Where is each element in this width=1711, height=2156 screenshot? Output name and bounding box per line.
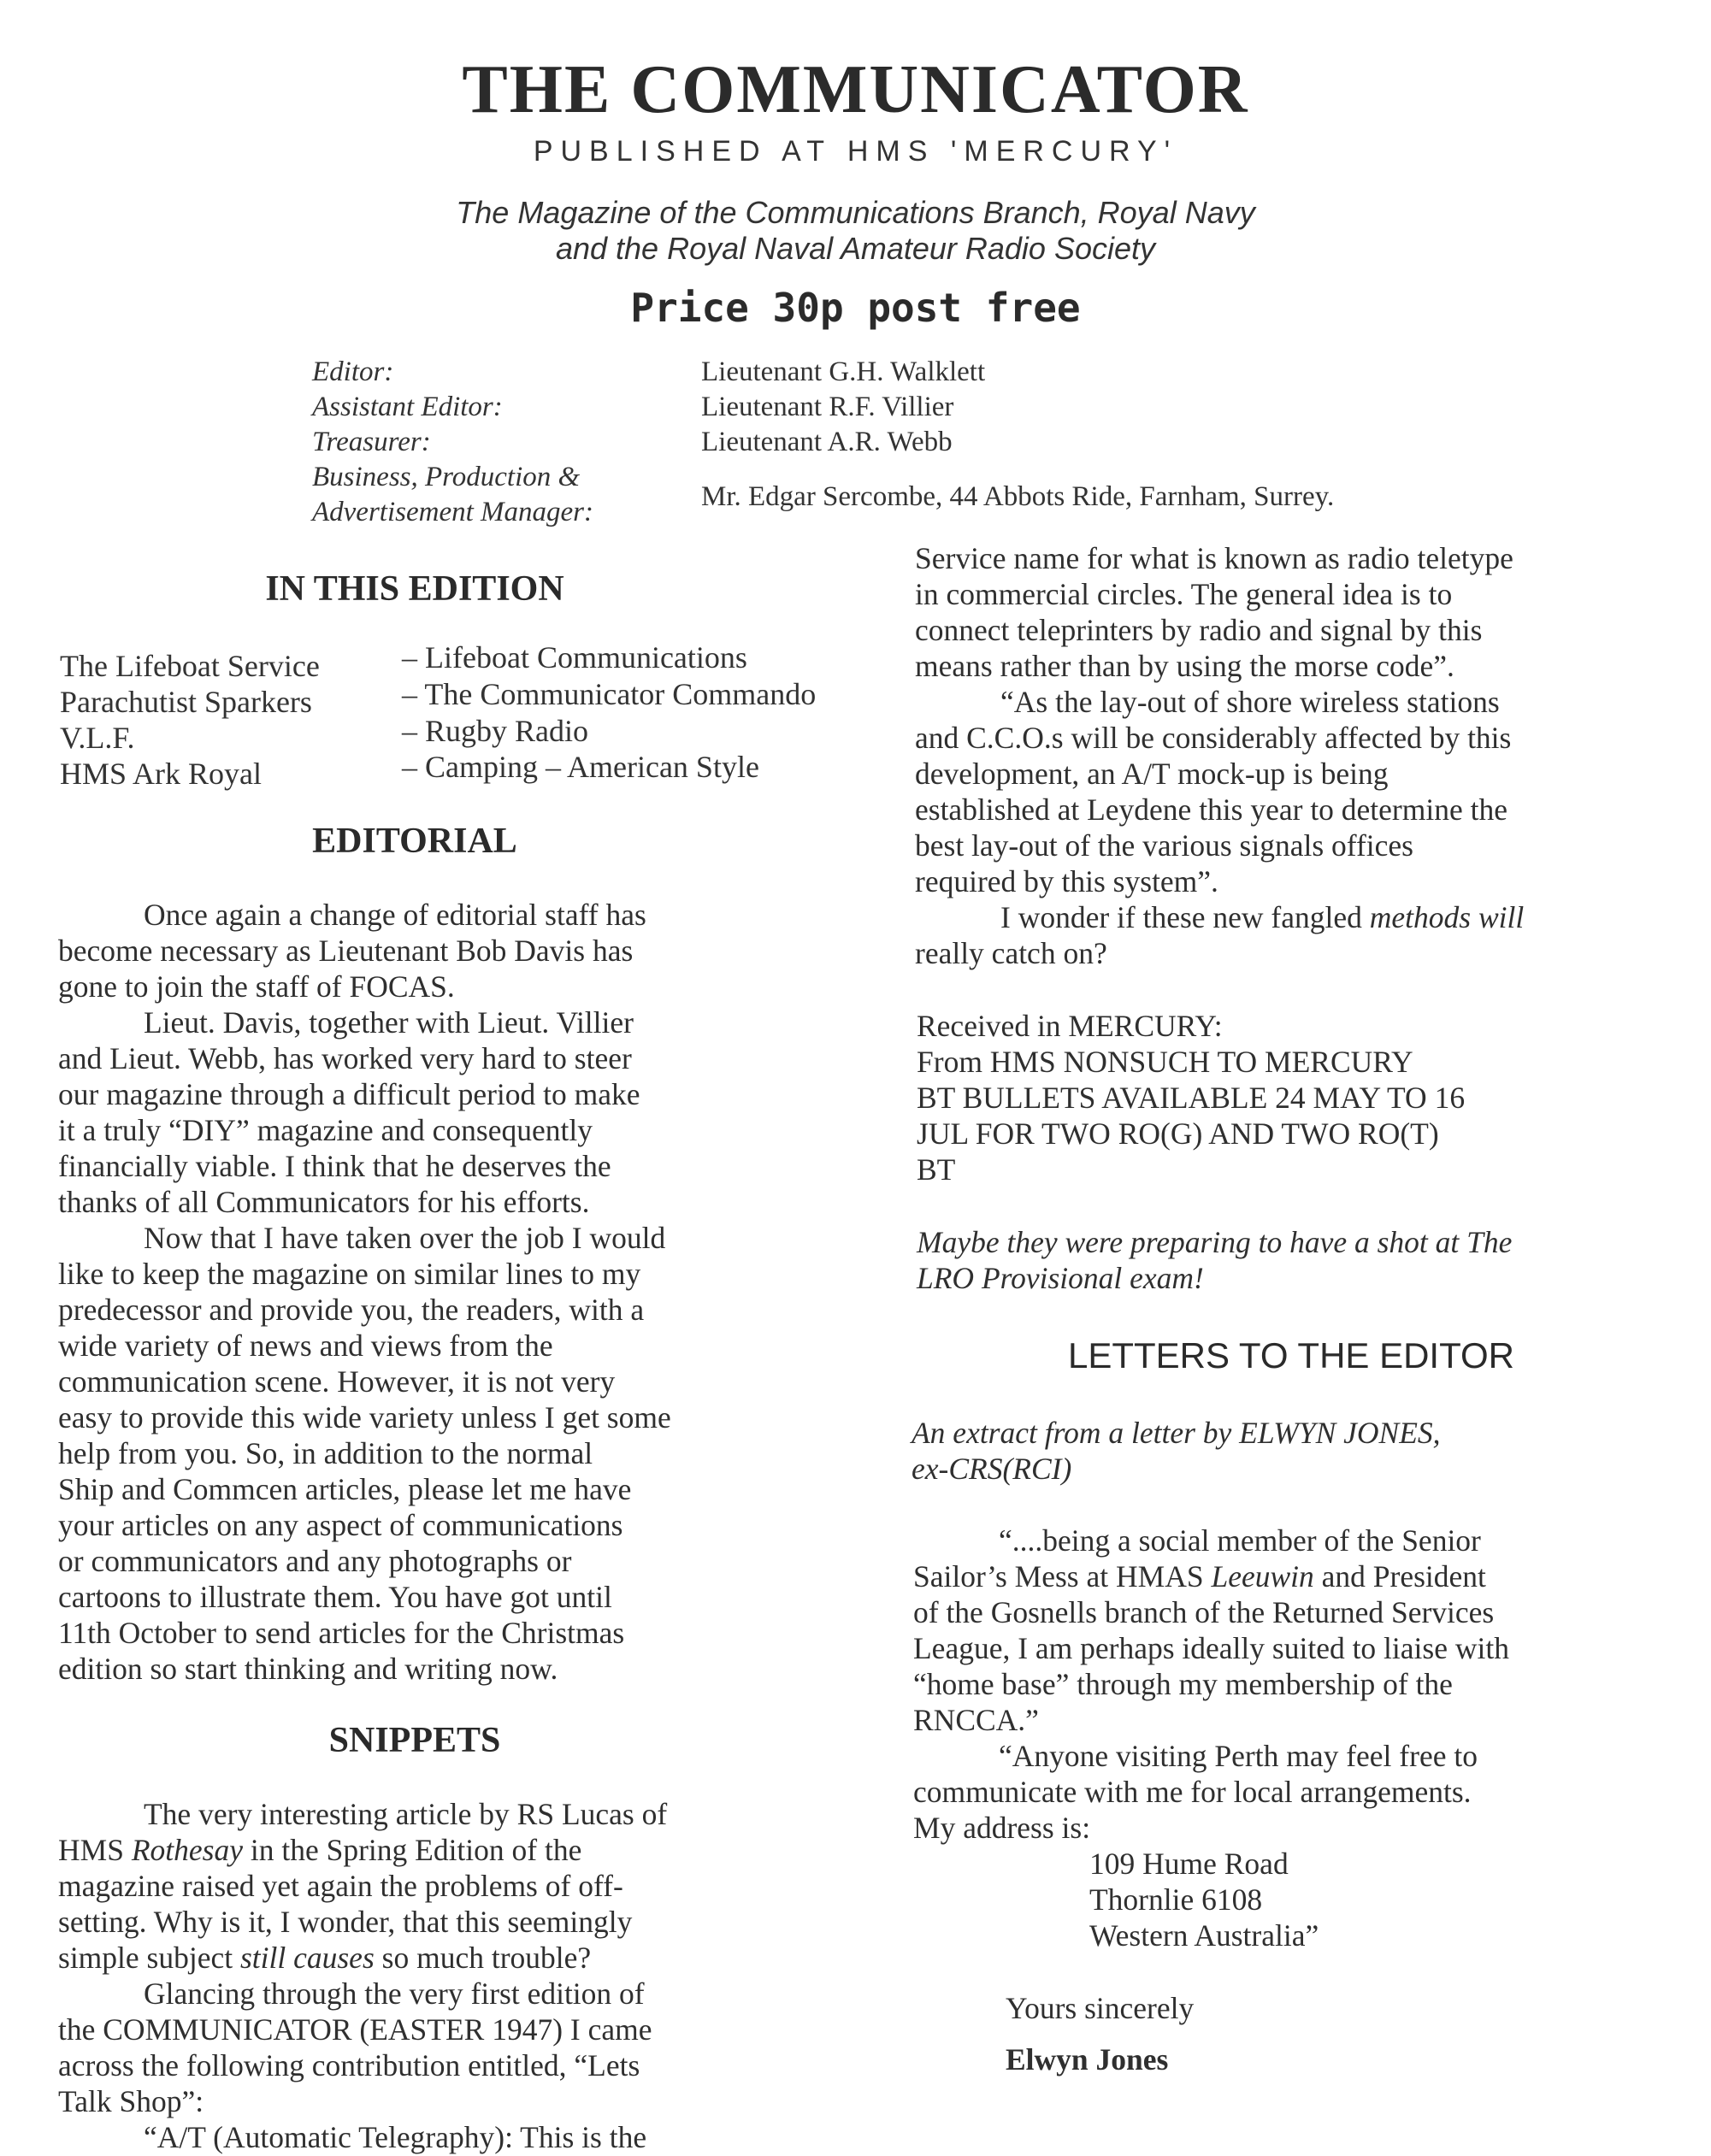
text-line: Service name for what is known as radio teletype [915,541,1513,575]
text-line: the COMMUNICATOR (EASTER 1947) I came [58,2012,652,2047]
text-line: JUL FOR TWO RO(G) AND TWO RO(T) [917,1116,1439,1151]
text-line: RNCCA.” [913,1703,1039,1737]
text-line: established at Leydene this year to determine the [915,792,1507,827]
text-line: connect teleprinters by radio and signal by this [915,613,1483,647]
text-line: become necessary as Lieutenant Bob Davis has [58,934,634,968]
text-line: Received in MERCURY: [917,1009,1223,1043]
text-line: setting. Why is it, I wonder, that this seemingly [58,1905,633,1939]
contents-item-feature: Parachutist Sparkers [60,685,312,719]
staff-name: Mr. Edgar Sercombe, 44 Abbots Ride, Farnham, Surrey. [701,481,1335,512]
staff-role: Assistant Editor: [312,392,503,422]
text-line: LRO Provisional exam! [917,1261,1204,1295]
text-line: edition so start thinking and writing now. [58,1652,558,1686]
text-line: wide variety of news and views from the [58,1328,553,1363]
text-line: “Anyone visiting Perth may feel free to [999,1739,1478,1773]
text-line: really catch on? [915,936,1107,970]
text-line: like to keep the magazine on similar lines to my [58,1257,641,1291]
contents-item-feature: HMS Ark Royal [60,757,263,791]
letter-signature: Elwyn Jones [1006,2042,1169,2076]
magazine-subtitle-line-2: and the Royal Naval Amateur Radio Society [555,231,1156,266]
text-line: Maybe they were preparing to have a shot at The [917,1225,1513,1259]
text-line: magazine raised yet again the problems of off- [58,1869,623,1903]
text-line: predecessor and provide you, the readers, with a [58,1293,645,1327]
text-line: our magazine through a difficult period to make [58,1077,640,1111]
text-line: “....being a social member of the Senior [999,1523,1481,1558]
text-line: communicate with me for local arrangements. [913,1775,1472,1809]
price: Price 30p post free [630,285,1081,331]
snippets-heading: SNIPPETS [328,1721,501,1760]
contents-item-feature: V.L.F. [60,721,135,755]
text-line: Talk Shop”: [58,2084,204,2118]
text-line: I wonder if these new fangled methods will [1000,900,1525,934]
text-line: Once again a change of editorial staff has [144,898,646,932]
text-line: “home base” through my membership of the [913,1667,1453,1701]
emphasis: methods will [1369,900,1525,934]
contents-item-topic: – Lifeboat Communications [402,640,747,674]
ship-name: Leeuwin [1211,1559,1314,1593]
text-line: League, I am perhaps ideally suited to liaise with [913,1631,1509,1665]
text-line: BT [917,1152,956,1187]
text-line: Sailor’s Mess at HMAS Leeuwin and President [913,1559,1486,1593]
ship-name: Rothesay [131,1833,243,1867]
letter-closing: Yours sincerely [1006,1991,1195,2025]
magazine-title: THE COMMUNICATOR [462,52,1249,127]
text-line: best lay-out of the various signals offices [915,828,1413,863]
text-line: Glancing through the very first edition of [144,1976,645,2011]
published-at-line: PUBLISHED AT HMS 'MERCURY' [533,135,1178,168]
address-line: 109 Hume Road [1089,1847,1289,1881]
staff-role: Treasurer: [312,427,431,457]
emphasis: still causes [239,1941,375,1975]
text-line: cartoons to illustrate them. You have got until [58,1580,612,1614]
contents-item-topic: – Rugby Radio [402,714,589,748]
text-line: The very interesting article by RS Lucas of [144,1797,668,1831]
staff-name: Lieutenant G.H. Walklett [701,356,986,387]
text-line: it a truly “DIY” magazine and consequently [58,1113,593,1147]
text-line: 11th October to send articles for the Christmas [58,1616,625,1650]
contents-item-feature: The Lifeboat Service [60,649,320,683]
text-line: Now that I have taken over the job I would [144,1221,666,1255]
text-line: gone to join the staff of FOCAS. [58,969,455,1004]
text-line: An extract from a letter by ELWYN JONES, [912,1416,1441,1450]
text-line: help from you. So, in addition to the normal [58,1436,593,1470]
text-line: HMS Rothesay in the Spring Edition of the [58,1833,582,1867]
text-line: development, an A/T mock-up is being [915,757,1389,791]
text-line: “As the lay-out of shore wireless stations [1000,685,1500,719]
text-line: and Lieut. Webb, has worked very hard to steer [58,1041,632,1075]
text-line: simple subject still causes so much trouble? [58,1941,592,1975]
text-line: across the following contribution entitled, “Lets [58,2048,640,2082]
text-line: financially viable. I think that he deserves the [58,1149,611,1183]
text-line: and C.C.O.s will be considerably affected by this [915,721,1512,755]
contents-item-topic: – Camping – American Style [402,750,759,784]
address-line: Western Australia” [1089,1918,1319,1953]
contents-heading: IN THIS EDITION [265,569,564,609]
text-line: means rather than by using the morse code”. [915,649,1454,683]
editorial-heading: EDITORIAL [312,822,517,861]
staff-role: Advertisement Manager: [312,497,593,527]
text-line: From HMS NONSUCH TO MERCURY [917,1045,1413,1079]
text-line: of the Gosnells branch of the Returned Services [913,1595,1495,1629]
contents-item-topic: – The Communicator Commando [402,677,817,711]
text-line: “A/T (Automatic Telegraphy): This is the [144,2120,647,2154]
text-line: required by this system”. [915,864,1218,898]
magazine-subtitle-line-1: The Magazine of the Communications Branch, Royal Navy [456,195,1255,230]
text-line: in commercial circles. The general idea is to [915,577,1453,611]
letters-heading: LETTERS TO THE EDITOR [1067,1335,1514,1375]
text-line: or communicators and any photographs or [58,1544,572,1578]
staff-name: Lieutenant R.F. Villier [701,392,954,422]
text-line: Ship and Commcen articles, please let me have [58,1472,632,1506]
text-line: My address is: [913,1811,1091,1845]
text-line: thanks of all Communicators for his efforts. [58,1185,590,1219]
staff-role: Business, Production & [312,462,581,492]
text-line: communication scene. However, it is not very [58,1364,616,1399]
text-line: BT BULLETS AVAILABLE 24 MAY TO 16 [917,1081,1466,1115]
text-line: your articles on any aspect of communications [58,1508,623,1542]
text-line: Lieut. Davis, together with Lieut. Villier [144,1005,634,1040]
text-line: easy to provide this wide variety unless I get some [58,1400,671,1434]
address-line: Thornlie 6108 [1089,1882,1263,1917]
staff-role: Editor: [312,356,394,387]
staff-name: Lieutenant A.R. Webb [701,427,953,457]
text-line: ex-CRS(RCI) [912,1452,1072,1486]
